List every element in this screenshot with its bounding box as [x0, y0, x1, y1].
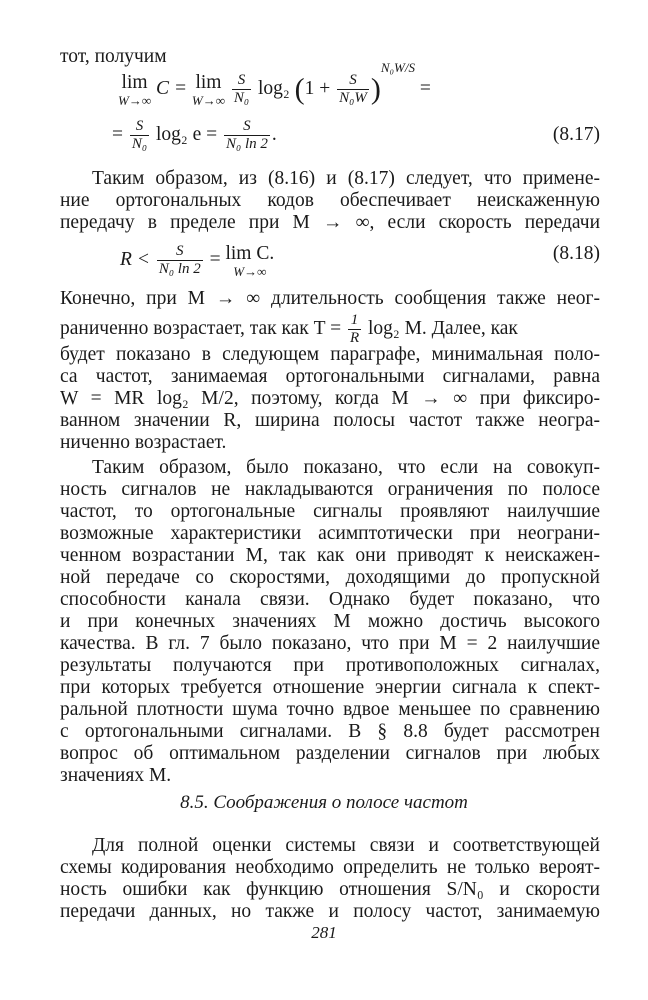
paragraph-2-line-3: будет показано в следующем параграфе, минимальная поло-	[60, 344, 600, 365]
equation-8-17-line-1: lim W→∞ C = lim W→∞ $\frac{S}{\text{N₀}}$ log₂ (1 + $\frac{S}{\text{N₀W}}$ )$^{N_0W/S}$ =	[118, 60, 431, 108]
fraction: $\frac{S}{\text{N₀}}$	[131, 118, 148, 152]
paragraph-1-line-3: передачу в пределе при M → ∞, если скорость передачи	[60, 212, 600, 233]
paragraph-3-line-1: Таким образом, было показано, что если на совокуп-	[92, 457, 600, 478]
paragraph-1-line-1: Таким образом, из (8.16) и (8.17) следует, что примене-	[92, 168, 600, 189]
paragraph-3-line-7: способности канала связи. Однако будет показано, что	[60, 589, 600, 610]
equation-number-8-18: (8.18)	[552, 243, 600, 264]
equation-8-18: R < $\frac{S}{\text{N₀ ln 2}}$ = lim C. W→∞	[120, 243, 275, 279]
inner-fraction: $\frac{S}{\text{N₀W}}$	[339, 72, 367, 106]
paragraph-3-line-9: качества. В гл. 7 было показано, что при M = 2 наилучшие	[60, 633, 600, 654]
equation-8-17-line-2: = $\frac{S}{\text{N₀}}$ log₂ e = $\frac{S}{\text{N₀ ln 2}}$ .	[112, 118, 277, 152]
paragraph-3-line-13: с ортогональными сигналами. В § 8.8 будет рассмотрен	[60, 721, 600, 742]
fraction: $\frac{S}{\text{N₀}}$	[233, 72, 250, 106]
paragraph-3-line-12: ральной плотности шума точно вдвое меньшее по сравнению	[60, 699, 600, 720]
paragraph-2-line-5: W = MR log₂ M/2, поэтому, когда M → ∞ при фиксиро-	[60, 388, 600, 409]
section-heading: 8.5. Соображения о полосе частот	[180, 792, 468, 813]
limit-operator: lim W→∞	[118, 72, 152, 108]
paragraph-2-line-7: ниченно возрастает.	[60, 432, 227, 453]
paragraph-3-line-15: значениях M.	[60, 765, 172, 786]
paragraph-3-line-11: при которых требуется отношение энергии сигнала к спект-	[60, 677, 600, 698]
right-paren: )	[370, 72, 381, 106]
exponent: N₀W/S	[380, 60, 415, 76]
paragraph-4-line-2: схемы кодирования необходимо определить не только вероят-	[60, 857, 600, 878]
limit-operator: lim W→∞	[191, 72, 226, 108]
paragraph-2-line-1: Конечно, при M → ∞ длительность сообщения также неог-	[60, 288, 600, 309]
paragraph-3-line-14: вопрос об оптимальном разделении сигналов при любых	[60, 743, 600, 764]
page-number: 281	[311, 923, 337, 942]
paragraph-4-line-4: передачи данных, но также и полосу частот, занимаемую	[60, 901, 600, 922]
fraction: $\frac{S}{\text{N₀ ln 2}}$	[158, 243, 201, 277]
limit-operator: lim C. W→∞	[225, 243, 275, 279]
paragraph-4-line-3: ность ошибки как функцию отношения S/N₀ и скорости	[60, 879, 600, 900]
left-paren: (	[294, 72, 305, 106]
equation-number-8-17: (8.17)	[552, 124, 600, 145]
paragraph-3-line-4: возможные характеристики асимптотически при неограни-	[60, 523, 600, 544]
paragraph-3-line-8: и при конечных значениях M можно достичь высокого	[60, 611, 600, 632]
fraction: $\frac{S}{\text{N₀ ln 2}}$	[225, 118, 268, 152]
paragraph-3-line-2: ность сигналов не накладываются ограничения по полосе	[60, 479, 600, 500]
capacity-symbol: C =	[155, 77, 188, 99]
paragraph-2-line-6: ванном значении R, ширина полосы частот также неогра-	[60, 410, 600, 431]
paragraph-4-line-1: Для полной оценки системы связи и соответствующей	[92, 835, 600, 856]
paragraph-3-line-5: ченном возрастании M, так как они приводят к неискажен-	[60, 545, 600, 566]
paragraph-2-line-2: раниченно возрастает, так как T = $\frac{1}{R}$ log₂ M. Далее, как	[60, 312, 518, 346]
paragraph-2-line-4: са частот, занимаемая ортогональными сигналами, равна	[60, 366, 600, 387]
log-operator: log₂	[258, 77, 290, 99]
paragraph-3-line-10: результаты получаются при противоположных сигналах,	[60, 655, 600, 676]
paragraph-3-line-3: частот, то ортогональные сигналы проявляют наилучшие	[60, 501, 600, 522]
paragraph-3-line-6: ной передаче со скоростями, доходящими до пропускной	[60, 567, 600, 588]
intro-text: тот, получим	[60, 46, 167, 67]
fraction: $\frac{1}{R}$	[349, 312, 360, 346]
paragraph-1-line-2: ние ортогональных кодов обеспечивает неискаженную	[60, 190, 600, 211]
